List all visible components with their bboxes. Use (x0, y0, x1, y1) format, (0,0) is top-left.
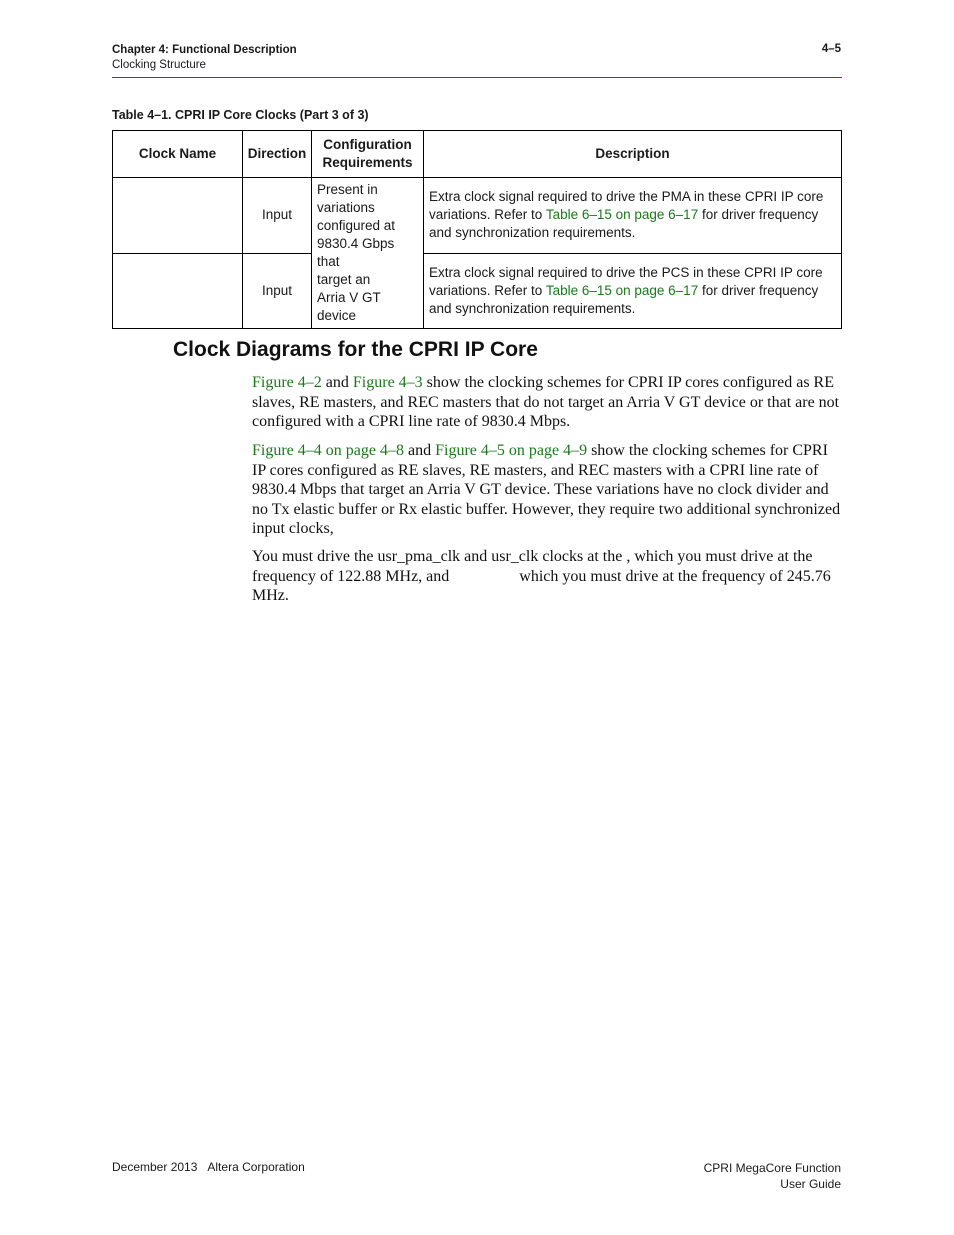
clocks-table (112, 130, 842, 329)
page-number: 4–5 (821, 43, 841, 55)
figure-4-2-link[interactable]: Figure 4–2 (252, 374, 322, 391)
cell-clock-name (113, 178, 243, 254)
figure-4-4-link[interactable]: Figure 4–4 on page 4–8 (252, 442, 404, 459)
cell-direction: Input (243, 253, 312, 329)
table-header-row (113, 131, 842, 178)
col-header-description: Description (424, 131, 842, 178)
paragraph (252, 373, 842, 432)
paragraph (252, 547, 842, 606)
table-6-15-link[interactable]: Table 6–15 on page 6–17 (545, 282, 699, 298)
table-row (113, 253, 842, 329)
config-line: variations (317, 200, 375, 215)
text-run: show the clocking schemes for CPRI IP cores configured as RE slaves, RE masters, and REC masters that do not target an Arria V GT device or that are not configured with a CPRI line rate of 9830.4 Mbps. (252, 374, 840, 431)
footer-left (112, 1160, 305, 1174)
config-line: Arria V GT device (317, 290, 381, 323)
footer-doc-type: User Guide (780, 1177, 841, 1191)
running-header (112, 43, 297, 73)
table-row (113, 178, 842, 254)
section-heading: Clock Diagrams for the CPRI IP Core (173, 338, 538, 361)
config-line: Present in (317, 182, 378, 197)
section-name: Clocking Structure (112, 59, 206, 71)
cell-description (424, 253, 842, 329)
col-header-clock-name: Clock Name (113, 131, 243, 178)
footer-company: Altera Corporation (207, 1160, 305, 1174)
cell-description (424, 178, 842, 254)
desc-text: for driver frequency and synchronization requirements. (429, 282, 819, 316)
header-divider (112, 77, 842, 78)
table-6-15-link[interactable]: Table 6–15 on page 6–17 (545, 207, 699, 223)
desc-text: for driver frequency and synchronization requirements. (429, 207, 819, 241)
footer-date: December 2013 (112, 1160, 198, 1174)
figure-4-3-link[interactable]: Figure 4–3 (352, 374, 423, 391)
text-run: and (321, 374, 353, 391)
config-line: target an (317, 272, 371, 287)
col-header-direction: Direction (243, 131, 312, 178)
text-run: You must drive the usr_pma_clk and usr_clk clocks at the , which you must drive at the frequency of 122.88 MHz, and (252, 548, 813, 585)
desc-text: Extra clock signal required to drive the PCS in these CPRI IP core variations. Refer to (429, 264, 823, 298)
text-run: which you must drive at the frequency of 245.76 MHz. (252, 567, 831, 605)
config-line: configured at (317, 218, 396, 233)
desc-text: Extra clock signal required to drive the PMA in these CPRI IP core variations. Refer to (429, 189, 824, 223)
config-line: 9830.4 Gbps that (317, 236, 395, 269)
chapter-title: Chapter 4: Functional Description (112, 44, 297, 56)
footer-doc-title: CPRI MegaCore Function (703, 1161, 841, 1175)
footer-right (704, 1160, 841, 1192)
text-run: and (403, 442, 436, 459)
text-run: show the clocking schemes for CPRI IP cores configured as RE slaves, RE masters, and REC masters with a CPRI line rate of 9830.4 Mbps that target an Arria V GT device. These variations have no clock divider and no Tx elastic buffer or Rx elastic buffer. However, they require two additional synchronized input clocks, (252, 442, 841, 538)
paragraph (252, 441, 842, 539)
cell-direction: Input (243, 178, 312, 254)
table-caption: Table 4–1. CPRI IP Core Clocks (Part 3 of 3) (112, 108, 369, 122)
cell-clock-name (113, 253, 243, 329)
cell-config-requirements (312, 178, 424, 329)
figure-4-5-link[interactable]: Figure 4–5 on page 4–9 (435, 442, 588, 459)
col-header-config: Configuration Requirements (312, 131, 424, 178)
